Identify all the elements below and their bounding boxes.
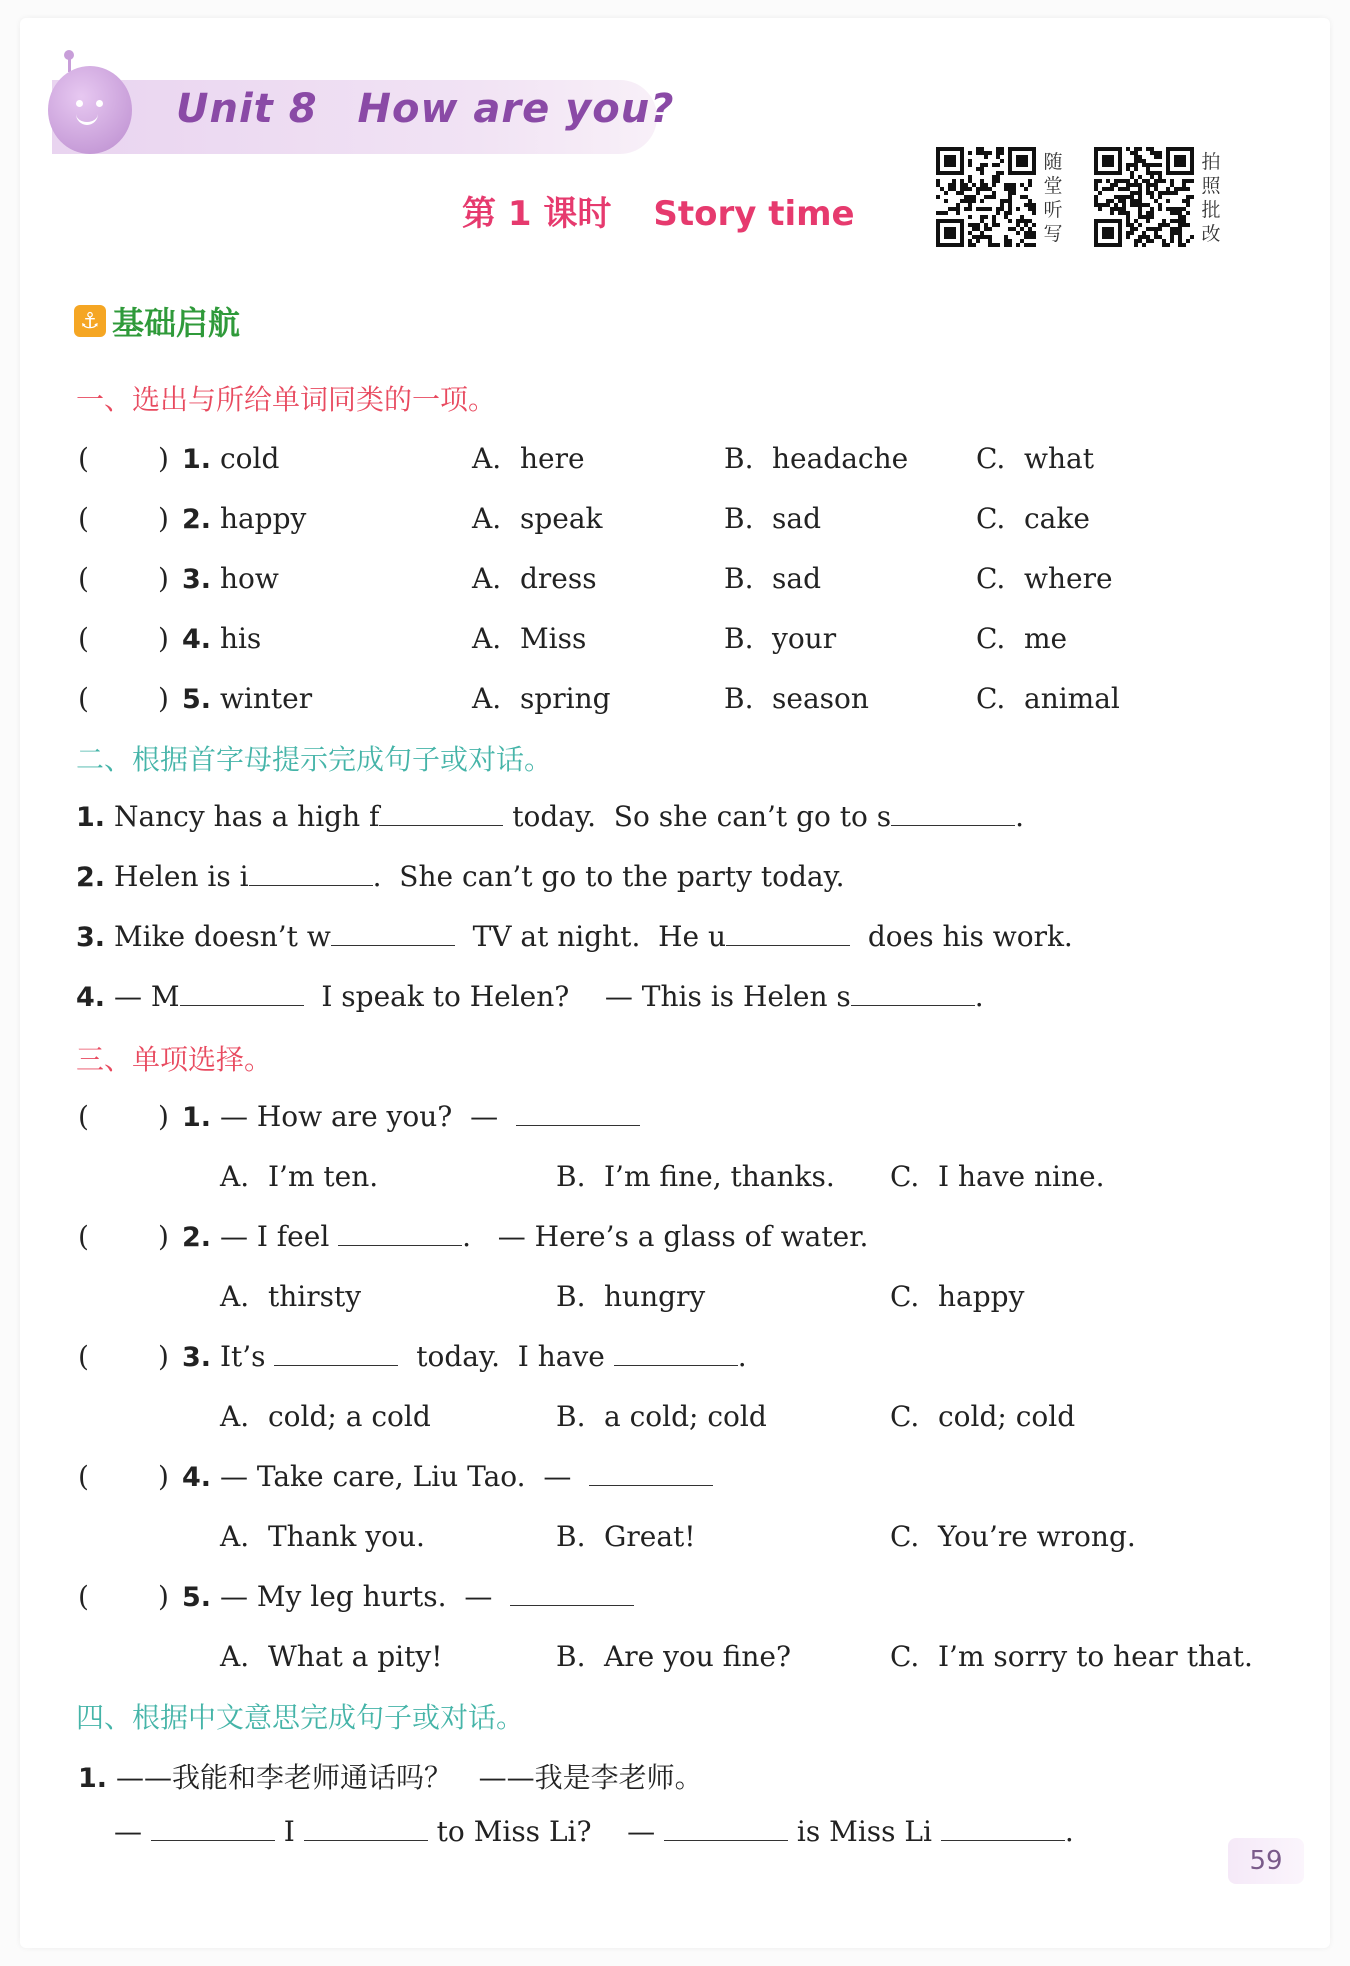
answer-blank[interactable] <box>331 923 455 946</box>
option-label: C. <box>890 1280 920 1313</box>
qr-module <box>1032 211 1036 215</box>
answer-paren-open: ( <box>78 442 89 475</box>
option-label: B. <box>724 562 754 595</box>
qr-module <box>1134 243 1138 247</box>
answer-blank[interactable] <box>516 1103 640 1126</box>
qr-module <box>984 163 988 167</box>
qr-module <box>956 211 960 215</box>
option-text: a cold; cold <box>604 1400 767 1433</box>
option-label: B. <box>724 622 754 655</box>
qr-module <box>1032 235 1036 239</box>
mascot-eye <box>76 100 83 107</box>
qr-module <box>1186 239 1190 243</box>
question-text: — How are you? <box>211 1100 453 1133</box>
option-label: A. <box>472 622 502 655</box>
qr-module <box>1150 239 1154 243</box>
option-c[interactable] <box>976 622 1067 655</box>
lesson-title <box>462 186 855 235</box>
option-label: B. <box>556 1520 586 1553</box>
sentence-text: . She can’t go to the party today. <box>372 860 845 893</box>
qr-module <box>1142 243 1146 247</box>
answer-paren-close: ) <box>158 562 169 595</box>
question-number: 5. <box>182 1582 212 1613</box>
qr-module <box>1170 239 1174 243</box>
qr-module <box>1000 151 1004 155</box>
question-word: how <box>211 562 279 595</box>
option-c[interactable] <box>890 1280 1024 1313</box>
question-word: happy <box>211 502 307 535</box>
option-text: Great! <box>604 1520 696 1553</box>
qr-module <box>1118 243 1122 247</box>
answer-paren-close: ) <box>158 502 169 535</box>
option-text: cake <box>1024 502 1090 535</box>
answer-paren-open: ( <box>78 502 89 535</box>
option-text: headache <box>772 442 909 475</box>
sentence-text: . <box>974 980 984 1013</box>
qr-module <box>1000 171 1004 175</box>
part1-item-2 <box>182 502 306 535</box>
qr-module <box>1186 223 1190 227</box>
answer-blank[interactable] <box>510 1583 634 1606</box>
question-text: . — Here’s a glass of water. <box>462 1220 869 1253</box>
question-word: winter <box>211 682 313 715</box>
qr-module <box>992 195 996 199</box>
option-label: A. <box>220 1280 250 1313</box>
section-title: 基础启航 <box>112 304 241 342</box>
qr-module <box>1186 203 1190 207</box>
option-text: here <box>520 442 585 475</box>
qr-module <box>996 179 1000 183</box>
option-label: B. <box>556 1160 586 1193</box>
option-text: sad <box>772 562 821 595</box>
option-text: what <box>1024 442 1094 475</box>
answer-blank[interactable] <box>338 1223 462 1246</box>
qr-label-grading: 拍照批改 <box>1201 151 1221 245</box>
answer-blank[interactable] <box>614 1343 738 1366</box>
qr-module <box>984 215 988 219</box>
qr-module <box>980 171 984 175</box>
qr-module <box>1008 219 1012 223</box>
qr-module <box>1190 171 1194 175</box>
option-b[interactable] <box>556 1280 705 1313</box>
option-a[interactable] <box>220 1280 361 1313</box>
option-label: B. <box>556 1280 586 1313</box>
option-a[interactable] <box>472 682 611 715</box>
qr-module <box>1110 187 1114 191</box>
qr-module <box>992 183 996 187</box>
qr-module <box>1158 163 1162 167</box>
qr-module <box>1158 227 1162 231</box>
option-label: C. <box>890 1640 920 1673</box>
qr-module <box>996 163 1000 167</box>
part3-item-2 <box>182 1220 868 1253</box>
qr-module <box>984 155 988 159</box>
option-b[interactable] <box>724 442 908 475</box>
qr-module <box>952 235 956 239</box>
qr-module <box>960 243 964 247</box>
option-text: Are you fine? <box>604 1640 791 1673</box>
qr-module <box>1166 243 1170 247</box>
qr-module <box>1032 243 1036 247</box>
option-label: A. <box>220 1400 250 1433</box>
qr-module <box>1024 163 1028 167</box>
question-text: — <box>446 1580 511 1613</box>
option-a[interactable] <box>472 502 603 535</box>
answer-paren-open: ( <box>78 682 89 715</box>
option-text: What a pity! <box>268 1640 443 1673</box>
unit-name: How are you? <box>357 86 675 132</box>
option-text: sad <box>772 502 821 535</box>
question-number: 5. <box>182 684 212 715</box>
option-label: C. <box>976 682 1006 715</box>
option-b[interactable] <box>724 682 869 715</box>
qr-module <box>1190 235 1194 239</box>
qr-module <box>952 163 956 167</box>
question-number: 4. <box>182 1462 212 1493</box>
option-text: I’m ten. <box>268 1160 379 1193</box>
option-c[interactable] <box>976 682 1120 715</box>
option-text: happy <box>938 1280 1025 1313</box>
option-label: A. <box>472 442 502 475</box>
option-text: where <box>1024 562 1113 595</box>
part3-heading: 三、单项选择。 <box>76 1043 273 1076</box>
question-text: . <box>737 1340 747 1373</box>
qr-module <box>996 211 1000 215</box>
question-number: 2. <box>182 504 212 535</box>
question-number: 1. <box>182 1102 212 1133</box>
answer-blank[interactable] <box>891 803 1015 826</box>
qr-module <box>968 187 972 191</box>
qr-module <box>968 207 972 211</box>
option-text: Thank you. <box>268 1520 425 1553</box>
qr-module <box>996 243 1000 247</box>
qr-module <box>988 151 992 155</box>
part1-item-3 <box>182 562 279 595</box>
part1-item-4 <box>182 622 261 655</box>
option-label: C. <box>890 1160 920 1193</box>
part4-heading: 四、根据中文意思完成句子或对话。 <box>76 1701 525 1734</box>
part2-heading: 二、根据首字母提示完成句子或对话。 <box>76 743 553 776</box>
question-text: — <box>452 1100 516 1133</box>
option-c[interactable] <box>890 1640 1253 1673</box>
qr-module <box>1098 179 1102 183</box>
option-label: C. <box>890 1520 920 1553</box>
option-text: thirsty <box>268 1280 362 1313</box>
mascot-antenna-ball <box>64 50 74 60</box>
answer-paren-open: ( <box>78 1340 89 1373</box>
question-number: 2. <box>182 1222 212 1253</box>
answer-paren-open: ( <box>78 1460 89 1493</box>
qr-module <box>976 191 980 195</box>
sentence-text: — M <box>105 980 180 1013</box>
qr-module <box>1016 207 1020 211</box>
qr-module <box>936 195 940 199</box>
option-b[interactable] <box>724 622 836 655</box>
qr-module <box>1000 159 1004 163</box>
option-label: A. <box>220 1520 250 1553</box>
option-c[interactable] <box>890 1160 1104 1193</box>
question-text: — <box>525 1460 590 1493</box>
answer-paren-open: ( <box>78 562 89 595</box>
unit-title <box>176 86 674 132</box>
option-label: C. <box>890 1400 920 1433</box>
option-b[interactable] <box>556 1520 696 1553</box>
qr-module <box>972 199 976 203</box>
sentence-text: TV at night. He u <box>454 920 727 953</box>
option-c[interactable] <box>976 562 1113 595</box>
qr-module <box>1182 243 1186 247</box>
sentence-text: Mike doesn’t w <box>105 920 331 953</box>
question-number: 2. <box>76 862 106 893</box>
qr-module <box>1158 155 1162 159</box>
qr-module <box>988 227 992 231</box>
qr-module <box>1158 195 1162 199</box>
qr-module <box>1008 243 1012 247</box>
answer-blank[interactable] <box>726 923 850 946</box>
qr-module <box>1016 243 1020 247</box>
qr-module <box>1012 191 1016 195</box>
question-number: 3. <box>76 922 106 953</box>
qr-code-icon[interactable] <box>1094 147 1194 247</box>
qr-module <box>1186 187 1190 191</box>
part1-heading: 一、选出与所给单词同类的一项。 <box>76 383 497 416</box>
answer-blank[interactable] <box>151 1818 275 1841</box>
qr-label-dictation: 随堂听写 <box>1043 151 1063 245</box>
answer-paren-open: ( <box>78 1580 89 1613</box>
mascot-eye <box>96 100 103 107</box>
qr-module <box>1130 231 1134 235</box>
sentence-text: Helen is i <box>105 860 249 893</box>
option-label: B. <box>724 682 754 715</box>
qr-module <box>1098 207 1102 211</box>
qr-code-icon[interactable] <box>936 147 1036 247</box>
part3-item-1 <box>182 1100 640 1133</box>
answer-blank[interactable] <box>180 983 304 1006</box>
part2-item-2 <box>76 860 845 893</box>
question-text: — I feel <box>211 1220 339 1253</box>
qr-module <box>944 211 948 215</box>
option-a[interactable] <box>220 1640 442 1673</box>
question-number: 4. <box>182 624 212 655</box>
answer-blank[interactable] <box>589 1463 713 1486</box>
option-text: animal <box>1024 682 1120 715</box>
qr-module <box>1110 211 1114 215</box>
part3-item-5 <box>182 1580 634 1613</box>
qr-module <box>968 163 972 167</box>
option-text: your <box>772 622 837 655</box>
option-text: I have nine. <box>938 1160 1105 1193</box>
answer-paren-close: ) <box>158 442 169 475</box>
qr-module <box>968 151 972 155</box>
answer-paren-open: ( <box>78 1220 89 1253</box>
part2-item-3 <box>76 920 1073 953</box>
option-text: You’re wrong. <box>938 1520 1136 1553</box>
option-label: A. <box>220 1160 250 1193</box>
qr-module <box>960 171 964 175</box>
option-label: A. <box>472 562 502 595</box>
option-text: spring <box>520 682 611 715</box>
qr-module <box>1174 191 1178 195</box>
part3-item-3 <box>182 1340 747 1373</box>
question-text: today. I have <box>398 1340 614 1373</box>
option-text: Miss <box>520 622 587 655</box>
qr-module <box>996 223 1000 227</box>
answer-paren-close: ) <box>158 1220 169 1253</box>
qr-module <box>1016 231 1020 235</box>
qr-module <box>1098 191 1102 195</box>
question-text: — Take care, Liu Tao. <box>211 1460 526 1493</box>
option-c[interactable] <box>890 1520 1136 1553</box>
option-c[interactable] <box>976 502 1090 535</box>
mascot-mouth <box>76 112 98 125</box>
question-number: 1. <box>182 444 212 475</box>
qr-module <box>1182 163 1186 167</box>
qr-module <box>1134 227 1138 231</box>
part4-item-1-english: — I to Miss Li? — is Miss Li . <box>114 1815 1074 1848</box>
option-a[interactable] <box>220 1520 425 1553</box>
option-text: cold; a cold <box>268 1400 431 1433</box>
option-text: I’m sorry to hear that. <box>938 1640 1253 1673</box>
answer-paren-close: ) <box>158 1100 169 1133</box>
part1-item-1 <box>182 442 279 475</box>
qr-module <box>1162 179 1166 183</box>
qr-module <box>976 239 980 243</box>
qr-module <box>988 207 992 211</box>
qr-module <box>1126 235 1130 239</box>
qr-module <box>1158 207 1162 211</box>
part2-item-1 <box>76 800 1024 833</box>
qr-module <box>1146 219 1150 223</box>
option-a[interactable] <box>472 622 586 655</box>
option-b[interactable] <box>556 1640 791 1673</box>
sentence-text: Nancy has a high f <box>105 800 380 833</box>
part1-item-5 <box>182 682 312 715</box>
option-label: A. <box>472 682 502 715</box>
part3-item-4 <box>182 1460 713 1493</box>
option-label: B. <box>556 1400 586 1433</box>
option-b[interactable] <box>556 1160 835 1193</box>
qr-module <box>1150 215 1154 219</box>
qr-module <box>1166 199 1170 203</box>
qr-module <box>972 243 976 247</box>
qr-module <box>1032 171 1036 175</box>
option-label: B. <box>556 1640 586 1673</box>
qr-module <box>1110 163 1114 167</box>
qr-module <box>1190 195 1194 199</box>
page-number: 59 <box>1228 1838 1304 1884</box>
qr-module <box>1024 187 1028 191</box>
sentence-text: I speak to Helen? — This is Helen s <box>303 980 851 1013</box>
option-a[interactable] <box>472 562 597 595</box>
sentence-text: . <box>1015 800 1025 833</box>
option-text: season <box>772 682 869 715</box>
answer-blank[interactable] <box>941 1818 1065 1841</box>
qr-module <box>944 191 948 195</box>
option-label: C. <box>976 622 1006 655</box>
question-text: — My leg hurts. <box>211 1580 447 1613</box>
answer-blank[interactable] <box>379 803 503 826</box>
option-text: speak <box>520 502 603 535</box>
option-b[interactable] <box>724 562 821 595</box>
qr-module <box>944 199 948 203</box>
option-b[interactable] <box>724 502 821 535</box>
question-number: 3. <box>182 564 212 595</box>
option-text: me <box>1024 622 1068 655</box>
qr-module <box>1134 167 1138 171</box>
option-label: B. <box>724 442 754 475</box>
option-label: C. <box>976 502 1006 535</box>
section-heading <box>74 298 240 344</box>
answer-paren-close: ) <box>158 682 169 715</box>
qr-module <box>1032 223 1036 227</box>
option-text: cold; cold <box>938 1400 1076 1433</box>
question-word: his <box>211 622 262 655</box>
anchor-icon: ⚓ <box>74 305 106 337</box>
answer-paren-open: ( <box>78 622 89 655</box>
option-label: A. <box>472 502 502 535</box>
answer-blank[interactable] <box>304 1818 428 1841</box>
lesson-number: 第 1 课时 <box>462 194 612 234</box>
qr-module <box>968 215 972 219</box>
option-text: I’m fine, thanks. <box>604 1160 835 1193</box>
option-label: B. <box>724 502 754 535</box>
qr-module <box>1190 179 1194 183</box>
question-number: 4. <box>76 982 106 1013</box>
sentence-text: today. So she can’t go to s <box>503 800 892 833</box>
qr-module <box>1118 171 1122 175</box>
answer-paren-close: ) <box>158 1580 169 1613</box>
answer-blank[interactable] <box>274 1343 398 1366</box>
qr-module <box>1138 147 1142 151</box>
qr-module <box>1186 211 1190 215</box>
answer-paren-close: ) <box>158 1340 169 1373</box>
option-a[interactable] <box>220 1400 431 1433</box>
mascot-icon <box>48 66 132 154</box>
question-word: cold <box>211 442 280 475</box>
qr-module <box>980 199 984 203</box>
option-label: C. <box>976 562 1006 595</box>
qr-module <box>1008 211 1012 215</box>
question-number: 1. <box>76 802 106 833</box>
option-b[interactable] <box>556 1400 767 1433</box>
answer-blank[interactable] <box>664 1818 788 1841</box>
option-label: A. <box>220 1640 250 1673</box>
answer-blank[interactable] <box>249 863 373 886</box>
qr-module <box>1138 223 1142 227</box>
part2-item-4 <box>76 980 984 1013</box>
option-c[interactable] <box>976 442 1094 475</box>
part4-item-1-chinese: 1. ——我能和李老师通话吗？ ——我是李老师。 <box>78 1761 703 1794</box>
unit-number: Unit 8 <box>176 86 318 132</box>
question-number: 3. <box>182 1342 212 1373</box>
sentence-text: does his work. <box>850 920 1073 953</box>
qr-module <box>1028 183 1032 187</box>
answer-paren-close: ) <box>158 1460 169 1493</box>
option-label: C. <box>976 442 1006 475</box>
option-c[interactable] <box>890 1400 1075 1433</box>
option-a[interactable] <box>472 442 585 475</box>
question-text: It’s <box>211 1340 275 1373</box>
answer-paren-open: ( <box>78 1100 89 1133</box>
answer-paren-close: ) <box>158 622 169 655</box>
answer-blank[interactable] <box>851 983 975 1006</box>
option-a[interactable] <box>220 1160 378 1193</box>
option-text: hungry <box>604 1280 706 1313</box>
qr-module <box>1110 235 1114 239</box>
option-text: dress <box>520 562 597 595</box>
lesson-name: Story time <box>653 194 855 234</box>
